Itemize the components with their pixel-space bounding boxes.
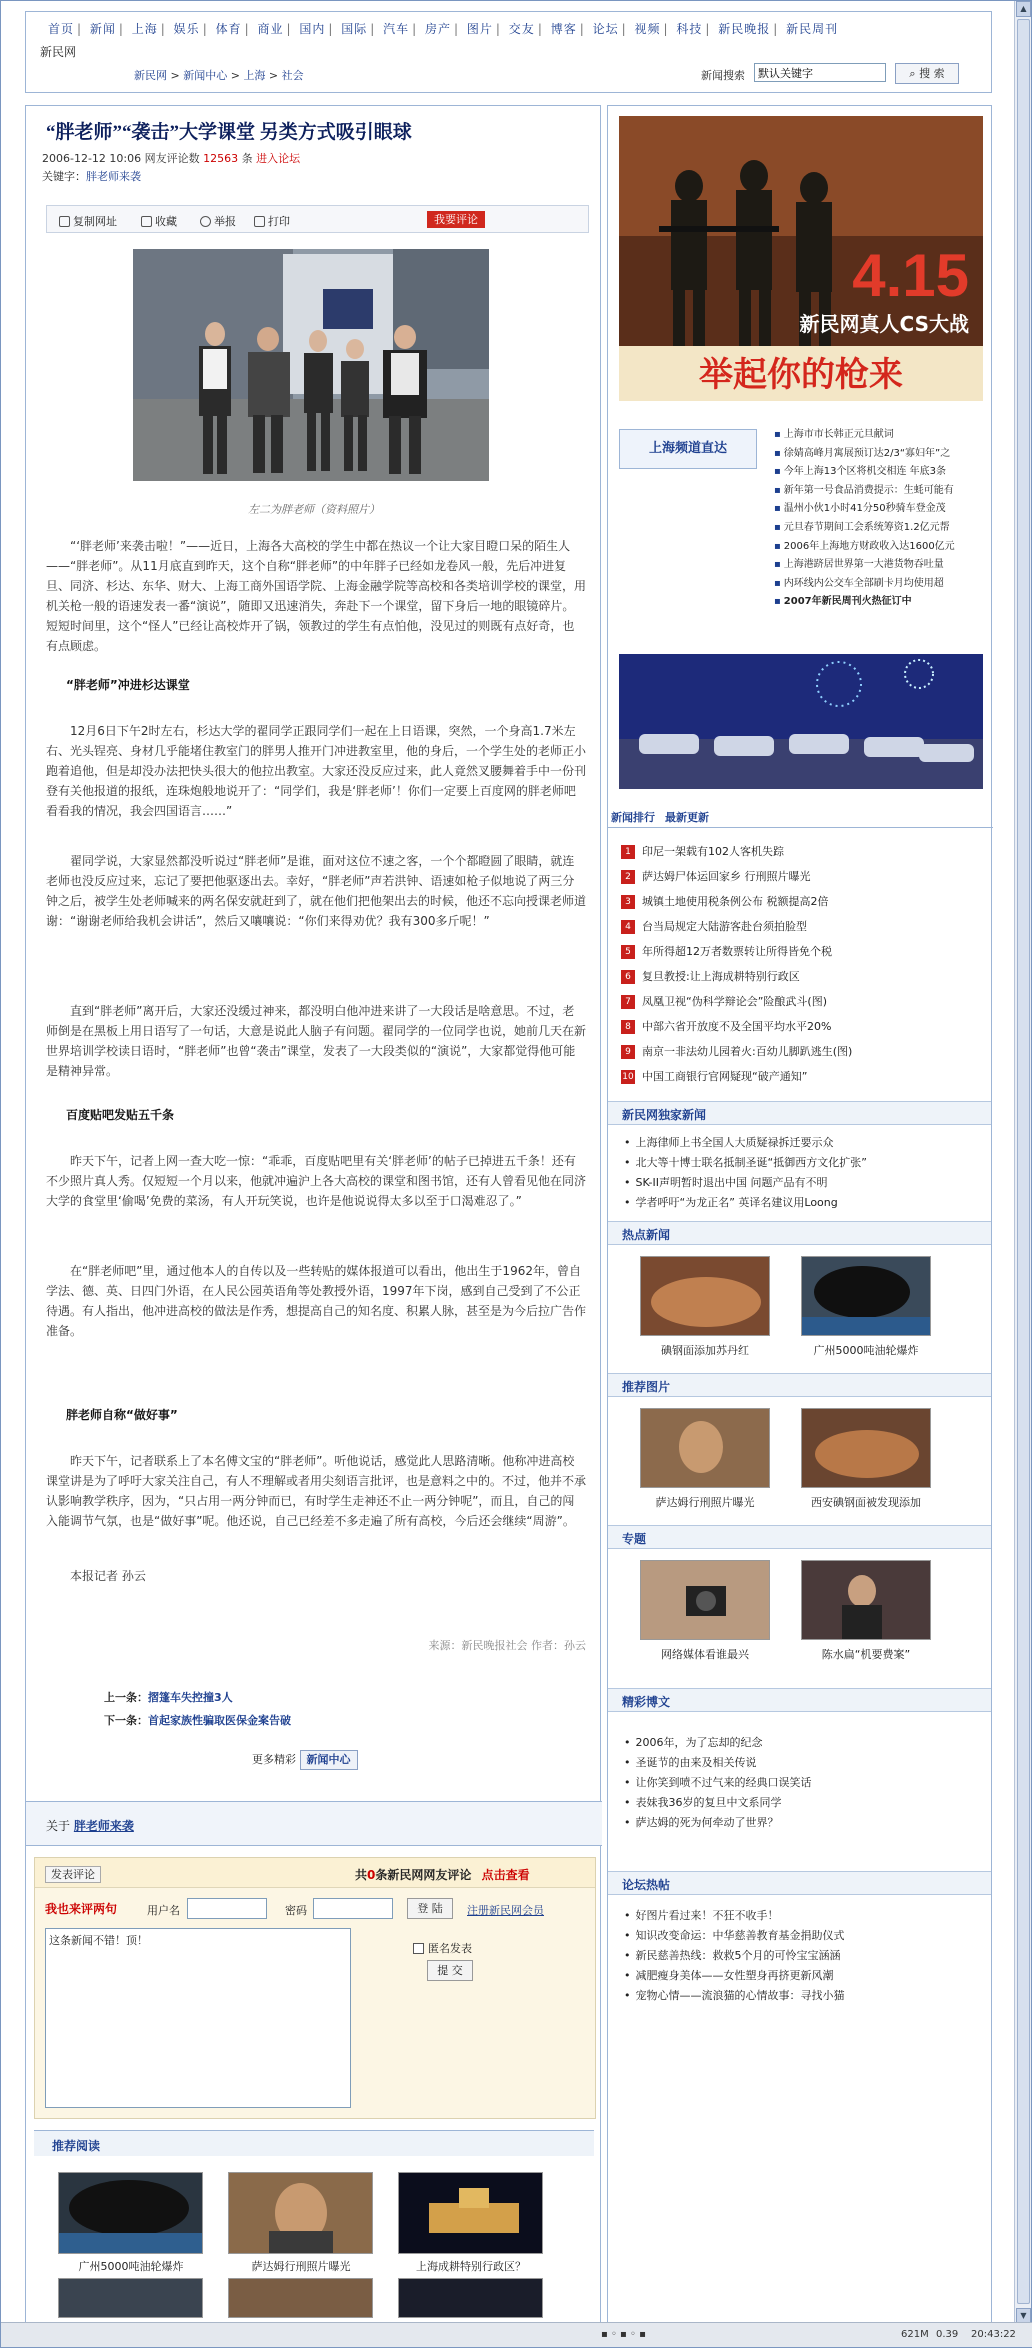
ranking-item[interactable]: 4 台当局规定大陆游客赴台须拍脸型 bbox=[621, 914, 852, 939]
comment-box bbox=[34, 1857, 596, 2119]
pics-header: 推荐图片 bbox=[608, 1373, 991, 1397]
forum-item[interactable]: • 知识改变命运：中华慈善教育基金捐助仪式 bbox=[624, 1926, 845, 1946]
about-topic-bar: 关于 胖老师来袭 bbox=[26, 1801, 602, 1846]
nav-china[interactable]: 国内 bbox=[299, 22, 326, 36]
exclusive-item[interactable]: • 上海律师上书全国人大质疑禄拆迁要示众 bbox=[624, 1133, 867, 1153]
keywords: 关键字：胖老师来袭 bbox=[42, 170, 141, 183]
oil-tanker-fire-image bbox=[59, 2173, 203, 2254]
breadcrumb-item[interactable]: 社会 bbox=[281, 69, 304, 82]
ranking-item[interactable]: 2 萨达姆尸体运回家乡 行刑照片曝光 bbox=[621, 864, 852, 889]
tab-ranking[interactable]: 新闻排行 bbox=[611, 811, 655, 824]
status-icons: ▪ ◦ ▪ ◦ ▪ bbox=[601, 2329, 646, 2340]
top-nav: 首页 | 新闻 | 上海 | 娱乐 | 体育 | 商业 | 国内 | 国际 | 汽车 | 房产 | 图片 | 交友 | 博客 | 论坛 | 视频 | 科技 | 新民晚报 | 新民周刊 bbox=[48, 22, 839, 36]
nav-tech[interactable]: 科技 bbox=[676, 22, 703, 36]
article-paragraph: 在“胖老师吧”里，通过他本人的自传以及一些转贴的媒体报道可以看出，他出生于1962年，曾自学法、德、英、日四门外语，在人民公园英语角等处教授外语，1997年下岗，感到自己受到了不公正待遇。有人指出，他冲进高校的做法是作秀，想提高自己的知名度、积累人脉，甚至是为今后拉广告作准备。 bbox=[46, 1264, 587, 1338]
password-input[interactable] bbox=[313, 1898, 393, 1919]
exclusive-item[interactable]: • 北大等十博士联名抵制圣诞“抵御西方文化扩张” bbox=[624, 1153, 867, 1173]
search-label: 新闻搜索 bbox=[701, 69, 745, 82]
article-subheading: “胖老师”冲进杉达课堂 bbox=[66, 678, 190, 692]
next-article-link[interactable]: 首起家族性骗取医保金案告破 bbox=[148, 1714, 291, 1727]
saddam-thumb-image bbox=[641, 1409, 770, 1488]
scroll-thumb[interactable] bbox=[1017, 19, 1030, 2304]
breadcrumb-item[interactable]: 新闻中心 bbox=[183, 69, 228, 82]
article-paragraph: 翟同学说，大家显然都没听说过“胖老师”是谁，面对这位不速之客，一个个都瞪圆了眼睛，就连老师也没反应过来，忘记了要把他驱逐出去。幸好，“胖老师”声若洪钟、语速如枪子似地说了两三分钟之后，被学生处老师喊来的两名保安就赶到了，就在他们把他架出去的时候，他还不忘向授课老师道谢：“谢谢老师给我机会讲话”，然后又嚷嚷说：“你们来得劝优？我有300多斤呢！” bbox=[46, 854, 587, 928]
more-section: 更多精彩 新闻中心 bbox=[252, 1750, 358, 1770]
article-datetime: 2006-12-12 10:06 bbox=[42, 152, 142, 165]
vertical-scrollbar[interactable] bbox=[1014, 1, 1031, 2324]
status-memory: 621M bbox=[901, 2329, 929, 2340]
nav-evening[interactable]: 新民晚报 bbox=[718, 22, 771, 36]
ranking-item[interactable]: 5 年所得超12万者数票转让所得皆免个税 bbox=[621, 939, 852, 964]
nav-news[interactable]: 新闻 bbox=[89, 22, 116, 36]
favorite-button[interactable]: 收藏 bbox=[141, 213, 177, 229]
ranking-item[interactable]: 9 南京一非法幼儿园着火:百幼儿脚趴逃生(图) bbox=[621, 1039, 852, 1064]
article-title: “胖老师”“袭击”大学课堂 另类方式吸引眼球 bbox=[46, 122, 412, 143]
breadcrumb-item[interactable]: 新民网 bbox=[134, 69, 167, 82]
blog-item[interactable]: • 2006年，为了忘却的纪念 bbox=[624, 1733, 812, 1753]
pics-thumb[interactable] bbox=[640, 1408, 770, 1488]
article-paragraph: 昨天下午，记者联系上了本名傅文宝的“胖老师”。听他说话，感觉此人思路清晰。他称冲进高校课堂讲是为了呼吁大家关注自己，有人不理解或者用尖刻语言批评，也是意料之中的。不过，他并不承认影响教学秩序，因为，“只占用一两分钟而已，有时学生走神还不止一两分钟呢”，而且，自己的闯入能调节气氛，也是“做好事”呢。他还说，自己已经差不多走遍了所有高校，今后还会继续“周游”。 bbox=[46, 1454, 587, 1528]
tanker-fire-image bbox=[802, 1257, 931, 1336]
recommend-header: 推荐阅读 bbox=[34, 2130, 594, 2156]
channel-item[interactable]: ▪ 内环线内公交车全部刷卡月均使用超 bbox=[774, 575, 984, 594]
login-button[interactable]: 登 陆 bbox=[407, 1898, 453, 1919]
cs-battle-banner bbox=[619, 116, 983, 401]
favorite-icon bbox=[141, 216, 152, 227]
ranking-item[interactable]: 8 中部六省开放度不及全国平均水平20% bbox=[621, 1014, 852, 1039]
channel-item[interactable]: ▪ 上海港跻居世界第一大港货物吞吐量 bbox=[774, 556, 984, 575]
exclusive-list bbox=[624, 1133, 867, 1213]
recommend-thumb[interactable] bbox=[228, 2172, 373, 2254]
news-center-button[interactable]: 新闻中心 bbox=[300, 1750, 358, 1770]
publish-comment-tab[interactable]: 发表评论 bbox=[45, 1866, 101, 1883]
comment-textarea[interactable]: 这条新闻不错！顶！ bbox=[45, 1928, 351, 2108]
status-clock: 20:43:22 bbox=[971, 2329, 1016, 2340]
nav-home[interactable]: 首页 bbox=[48, 22, 75, 36]
article-source: 来源：新民晚报社会 作者：孙云 bbox=[428, 1639, 586, 1652]
cs-battle-ad[interactable] bbox=[619, 116, 983, 401]
blog-item[interactable]: • 圣诞节的由来及相关传说 bbox=[624, 1753, 812, 1773]
recommend-thumb[interactable] bbox=[58, 2172, 203, 2254]
article-subheading: 胖老师自称“做好事” bbox=[66, 1408, 178, 1422]
ad-slogan: 举起你的枪来 bbox=[699, 355, 903, 395]
article-meta: 2006-12-12 10:06 网友评论数 12563 条 进入论坛 bbox=[42, 152, 301, 165]
ranking-item[interactable]: 10 中国工商银行官网疑现“破产通知” bbox=[622, 1070, 808, 1083]
next-article: 下一条：首起家族性骗取医保金案告破 bbox=[104, 1714, 291, 1727]
report-icon bbox=[200, 216, 211, 227]
article-toolbar bbox=[46, 205, 589, 233]
comment-total: 共0条新民网网友评论 点击查看 bbox=[355, 1868, 530, 1882]
forum-item[interactable]: • 新民慈善热线：救救5个月的可怜宝宝涵涵 bbox=[624, 1946, 845, 1966]
breadcrumb-item[interactable]: 上海 bbox=[243, 69, 266, 82]
forum-item[interactable]: • 好图片看过来！不狂不收手！ bbox=[624, 1906, 845, 1926]
print-icon bbox=[254, 216, 265, 227]
exclusive-header: 新民网独家新闻 bbox=[608, 1101, 991, 1125]
write-label: 我也来评两句 bbox=[45, 1902, 118, 1916]
forum-list bbox=[624, 1906, 845, 2006]
blogs-header: 精彩博文 bbox=[608, 1688, 991, 1712]
search-icon: ⌕ bbox=[909, 67, 916, 80]
prev-article-link[interactable]: 摺篷车失控撞3人 bbox=[148, 1691, 233, 1704]
article-paragraph: “‘胖老师’来袭击啦！”——近日，上海各大高校的学生中都在热议一个让大家目瞪口呆的陌生人——“胖老师”。从11月底直到昨天，这个自称“胖老师”的中年胖子已经如龙卷风一般，先后冲进复旦、同济、杉达、东华、财大、上海工商外国语学院、上海金融学院等高校和各类培训学校的课堂，用机关枪一般的语速发表一番“演说”，随即又迅速消失，奔赴下一个课堂，留下身后一地的眼镜碎片。短短时间里，这个“怪人”已经让高校炸开了锅，领教过的学生有点怕他，没见过的则既有点好奇，也有点顾虑。 bbox=[46, 539, 587, 653]
recommend-thumb[interactable] bbox=[398, 2172, 543, 2254]
topic-thumb[interactable] bbox=[801, 1560, 931, 1640]
forum-item[interactable]: • 宠物心情——流浪猫的心情故事：寻找小猫 bbox=[624, 1986, 845, 2006]
nav-biz[interactable]: 商业 bbox=[257, 22, 284, 36]
saddam-image bbox=[229, 2173, 373, 2254]
blog-item[interactable]: • 萨达姆的死为何牵动了世界？ bbox=[624, 1813, 812, 1833]
noodle-image bbox=[641, 1257, 770, 1336]
print-button[interactable]: 打印 bbox=[254, 213, 290, 229]
hot-news-thumb[interactable] bbox=[640, 1256, 770, 1336]
nav-pics[interactable]: 图片 bbox=[466, 22, 493, 36]
comment-box-header bbox=[35, 1858, 595, 1888]
car-fireworks-banner bbox=[619, 654, 983, 789]
channel-item[interactable]: ▪ 今年上海13个区将机交相连 年底3条 bbox=[774, 463, 984, 482]
copy-icon bbox=[59, 216, 70, 227]
camera-man-image bbox=[641, 1561, 770, 1640]
nav-sports[interactable]: 体育 bbox=[215, 22, 242, 36]
hot-news-header: 热点新闻 bbox=[608, 1221, 991, 1245]
photo-five-people bbox=[133, 249, 489, 481]
nav-shanghai[interactable]: 上海 bbox=[131, 22, 158, 36]
submit-button[interactable]: 提 交 bbox=[427, 1960, 473, 1981]
exclusive-item[interactable]: • SK-II声明暂时退出中国 问题产品有不明 bbox=[624, 1173, 867, 1193]
ranking-item[interactable]: 6 复旦教授:让上海成耕特别行政区 bbox=[621, 964, 852, 989]
blog-item[interactable]: • 让你笑到喷不过气来的经典口误笑话 bbox=[624, 1773, 812, 1793]
ranking-item[interactable]: 3 城镇土地使用税条例公布 税额提高2倍 bbox=[621, 889, 852, 914]
car-ad[interactable] bbox=[619, 654, 983, 789]
channel-item[interactable]: ▪ 2007年新民周刊火热征订中 bbox=[774, 593, 984, 612]
blogs-list bbox=[624, 1733, 812, 1833]
channel-item[interactable]: ▪ 温州小伙1小时41分50秒骑车登金茂 bbox=[774, 500, 984, 519]
blog-item[interactable]: • 表妹我36岁的复旦中文系同学 bbox=[624, 1793, 812, 1813]
recommend-thumb[interactable] bbox=[228, 2278, 373, 2318]
photo-caption: 左二为胖老师（资料照片） bbox=[248, 503, 380, 516]
nav-blog[interactable]: 博客 bbox=[550, 22, 577, 36]
ad-subtitle: 新民网真人CS大战 bbox=[799, 312, 969, 336]
search-input[interactable] bbox=[754, 63, 886, 82]
pics-caption[interactable]: 萨达姆行刑照片曝光 bbox=[655, 1496, 755, 1509]
nav-house[interactable]: 房产 bbox=[425, 22, 452, 36]
anonymous-checkbox[interactable] bbox=[413, 1943, 424, 1954]
topic-caption[interactable]: 陈水扁“机要费案” bbox=[821, 1648, 911, 1661]
article-photo bbox=[133, 249, 489, 481]
nav-weekly[interactable]: 新民周刊 bbox=[786, 22, 839, 36]
view-comments-link[interactable]: 点击查看 bbox=[481, 1868, 530, 1882]
ranking-tabs bbox=[608, 806, 993, 828]
prev-article: 上一条：摺篷车失控撞3人 bbox=[104, 1691, 233, 1704]
article-paragraph: 昨天下午，记者上网一查大吃一惊：“乖乖，百度贴吧里有关‘胖老师’的帖子已掉进五千条！还有不少照片真人秀。仅短短一个月以来，他就冲遍沪上各大高校的课堂和图书馆，还有人曾看见他在同济大学的食堂里‘偷喝’免费的菜汤，有人开玩笑说，也许是他说说得太多以至于口渴难忍了。” bbox=[46, 1154, 587, 1208]
scroll-down-icon[interactable]: ▼ bbox=[1016, 2308, 1031, 2324]
ranking-item[interactable]: 1 印尼一架载有102人客机失踪 bbox=[621, 839, 852, 864]
nav-world[interactable]: 国际 bbox=[341, 22, 368, 36]
search-button[interactable]: ⌕ 搜 索 bbox=[895, 63, 959, 84]
keyword-link[interactable]: 胖老师来袭 bbox=[86, 170, 141, 183]
status-load: 0.39 bbox=[936, 2329, 959, 2340]
copy-url-button[interactable]: 复制网址 bbox=[59, 213, 117, 229]
tab-latest[interactable]: 最新更新 bbox=[665, 811, 709, 824]
pics-caption[interactable]: 西安碘钢面被发现添加 bbox=[811, 1496, 921, 1509]
topic-thumb[interactable] bbox=[640, 1560, 770, 1640]
channel-item[interactable]: ▪ 2006年上海地方财政收入达1600亿元 bbox=[774, 538, 984, 557]
report-button[interactable]: 举报 bbox=[200, 213, 236, 229]
article-paragraph: 直到“胖老师”离开后，大家还没缓过神来，都没明白他冲进来讲了一大段话是啥意思。不过，老师倒是在黑板上用日语写了一句话，大意是说此人脑子有问题。翟同学的一位同学也说，她前几天在新世界培训学校读日语时，“胖老师”也曾“袭击”课堂，发表了一大段类似的“演说”，大家都觉得他可能是精神异常。 bbox=[46, 1004, 587, 1078]
ranking-list bbox=[621, 839, 852, 1089]
hot-news-caption[interactable]: 广州5000吨油轮爆炸 bbox=[813, 1344, 919, 1357]
shanghai-channel-button[interactable]: 上海频道直达 bbox=[619, 429, 757, 469]
scroll-up-icon[interactable]: ▲ bbox=[1016, 1, 1031, 17]
forum-item[interactable]: • 减肥瘦身美体——女性塑身再挤更新风潮 bbox=[624, 1966, 845, 1986]
recommend-caption[interactable]: 广州5000吨油轮爆炸 bbox=[78, 2260, 184, 2273]
ranking-item[interactable]: 7 凤凰卫视“伪科学辩论会”险酿武斗(图) bbox=[621, 989, 852, 1014]
anonymous-option[interactable]: 匿名发表 bbox=[413, 1940, 472, 1956]
channel-item[interactable]: ▪ 上海市市长韩正元旦献词 bbox=[774, 426, 984, 445]
topic-caption[interactable]: 网络媒体看谁最兴 bbox=[661, 1648, 749, 1661]
register-link[interactable]: 注册新民网会员 bbox=[467, 1904, 544, 1917]
recommend-caption[interactable]: 萨达姆行刑照片曝光 bbox=[251, 2260, 351, 2273]
exclusive-item[interactable]: • 学者呼吁“为龙正名” 英译名建议用Loong bbox=[624, 1193, 867, 1213]
topics-header: 专题 bbox=[608, 1525, 991, 1549]
write-comment-button[interactable]: 我要评论 bbox=[427, 211, 485, 228]
username-label: 用户名 bbox=[147, 1904, 180, 1917]
recommend-caption[interactable]: 上海成耕特别行政区？ bbox=[416, 2260, 526, 2273]
site-header bbox=[25, 11, 992, 93]
forum-link[interactable]: 进入论坛 bbox=[256, 152, 301, 165]
hot-news-thumb[interactable] bbox=[801, 1256, 931, 1336]
channel-item[interactable]: ▪ 徐婧高峰月寓展预订达2/3“寡妇年”之 bbox=[774, 445, 984, 464]
article-paragraph: 12月6日下午2时左右，杉达大学的翟同学正跟同学们一起在上日语课，突然，一个身高1.7米左右、光头锃亮、身材几乎能堵住教室门的胖男人推开门冲进教室里，他的身后，一个学生处的老师正小跑着追他，但是却没办法把快头很大的他拉出教室。大家还没反应过来，此人竟然叉腰舞着手中一份刊登有关他报道的报纸，连珠炮般地说开了：“同学们，我是‘胖老师’！你们一定要上百度网的胖老师吧看看我的情况，我会四国语言……” bbox=[46, 724, 587, 818]
recommend-thumb[interactable] bbox=[398, 2278, 543, 2318]
nav-auto[interactable]: 汽车 bbox=[383, 22, 410, 36]
channel-list bbox=[774, 426, 984, 612]
nav-ent[interactable]: 娱乐 bbox=[173, 22, 200, 36]
shanghai-night-image bbox=[399, 2173, 543, 2254]
article-subheading: 百度贴吧发贴五千条 bbox=[66, 1108, 175, 1122]
status-bar bbox=[1, 2322, 1032, 2347]
recommend-thumb[interactable] bbox=[58, 2278, 203, 2318]
ad-date: 4.15 bbox=[852, 242, 969, 309]
article-column bbox=[25, 105, 601, 2330]
channel-item[interactable]: ▪ 元旦春节期间工会系统筹资1.2亿元帮 bbox=[774, 519, 984, 538]
nav-video[interactable]: 视频 bbox=[634, 22, 661, 36]
chen-case-image bbox=[802, 1561, 931, 1640]
channel-item[interactable]: ▪ 新年第一号食品消费提示：生蚝可能有 bbox=[774, 482, 984, 501]
pics-thumb[interactable] bbox=[801, 1408, 931, 1488]
article-reporter: 本报记者 孙云 bbox=[70, 1569, 146, 1583]
nav-friends[interactable]: 交友 bbox=[508, 22, 535, 36]
nav-xinmin[interactable]: 新民网 bbox=[40, 45, 77, 59]
nav-forum[interactable]: 论坛 bbox=[592, 22, 619, 36]
breadcrumb: 新民网 > 新闻中心 > 上海 > 社会 bbox=[134, 69, 304, 82]
comment-count: 12563 bbox=[203, 152, 239, 165]
noodle-thumb-image bbox=[802, 1409, 931, 1488]
forum-header: 论坛热帖 bbox=[608, 1871, 991, 1895]
password-label: 密码 bbox=[285, 1904, 307, 1917]
hot-news-caption[interactable]: 碘钢面添加苏丹红 bbox=[661, 1344, 749, 1357]
sidebar bbox=[607, 105, 992, 2330]
username-input[interactable] bbox=[187, 1898, 267, 1919]
topic-link[interactable]: 胖老师来袭 bbox=[73, 1819, 134, 1833]
